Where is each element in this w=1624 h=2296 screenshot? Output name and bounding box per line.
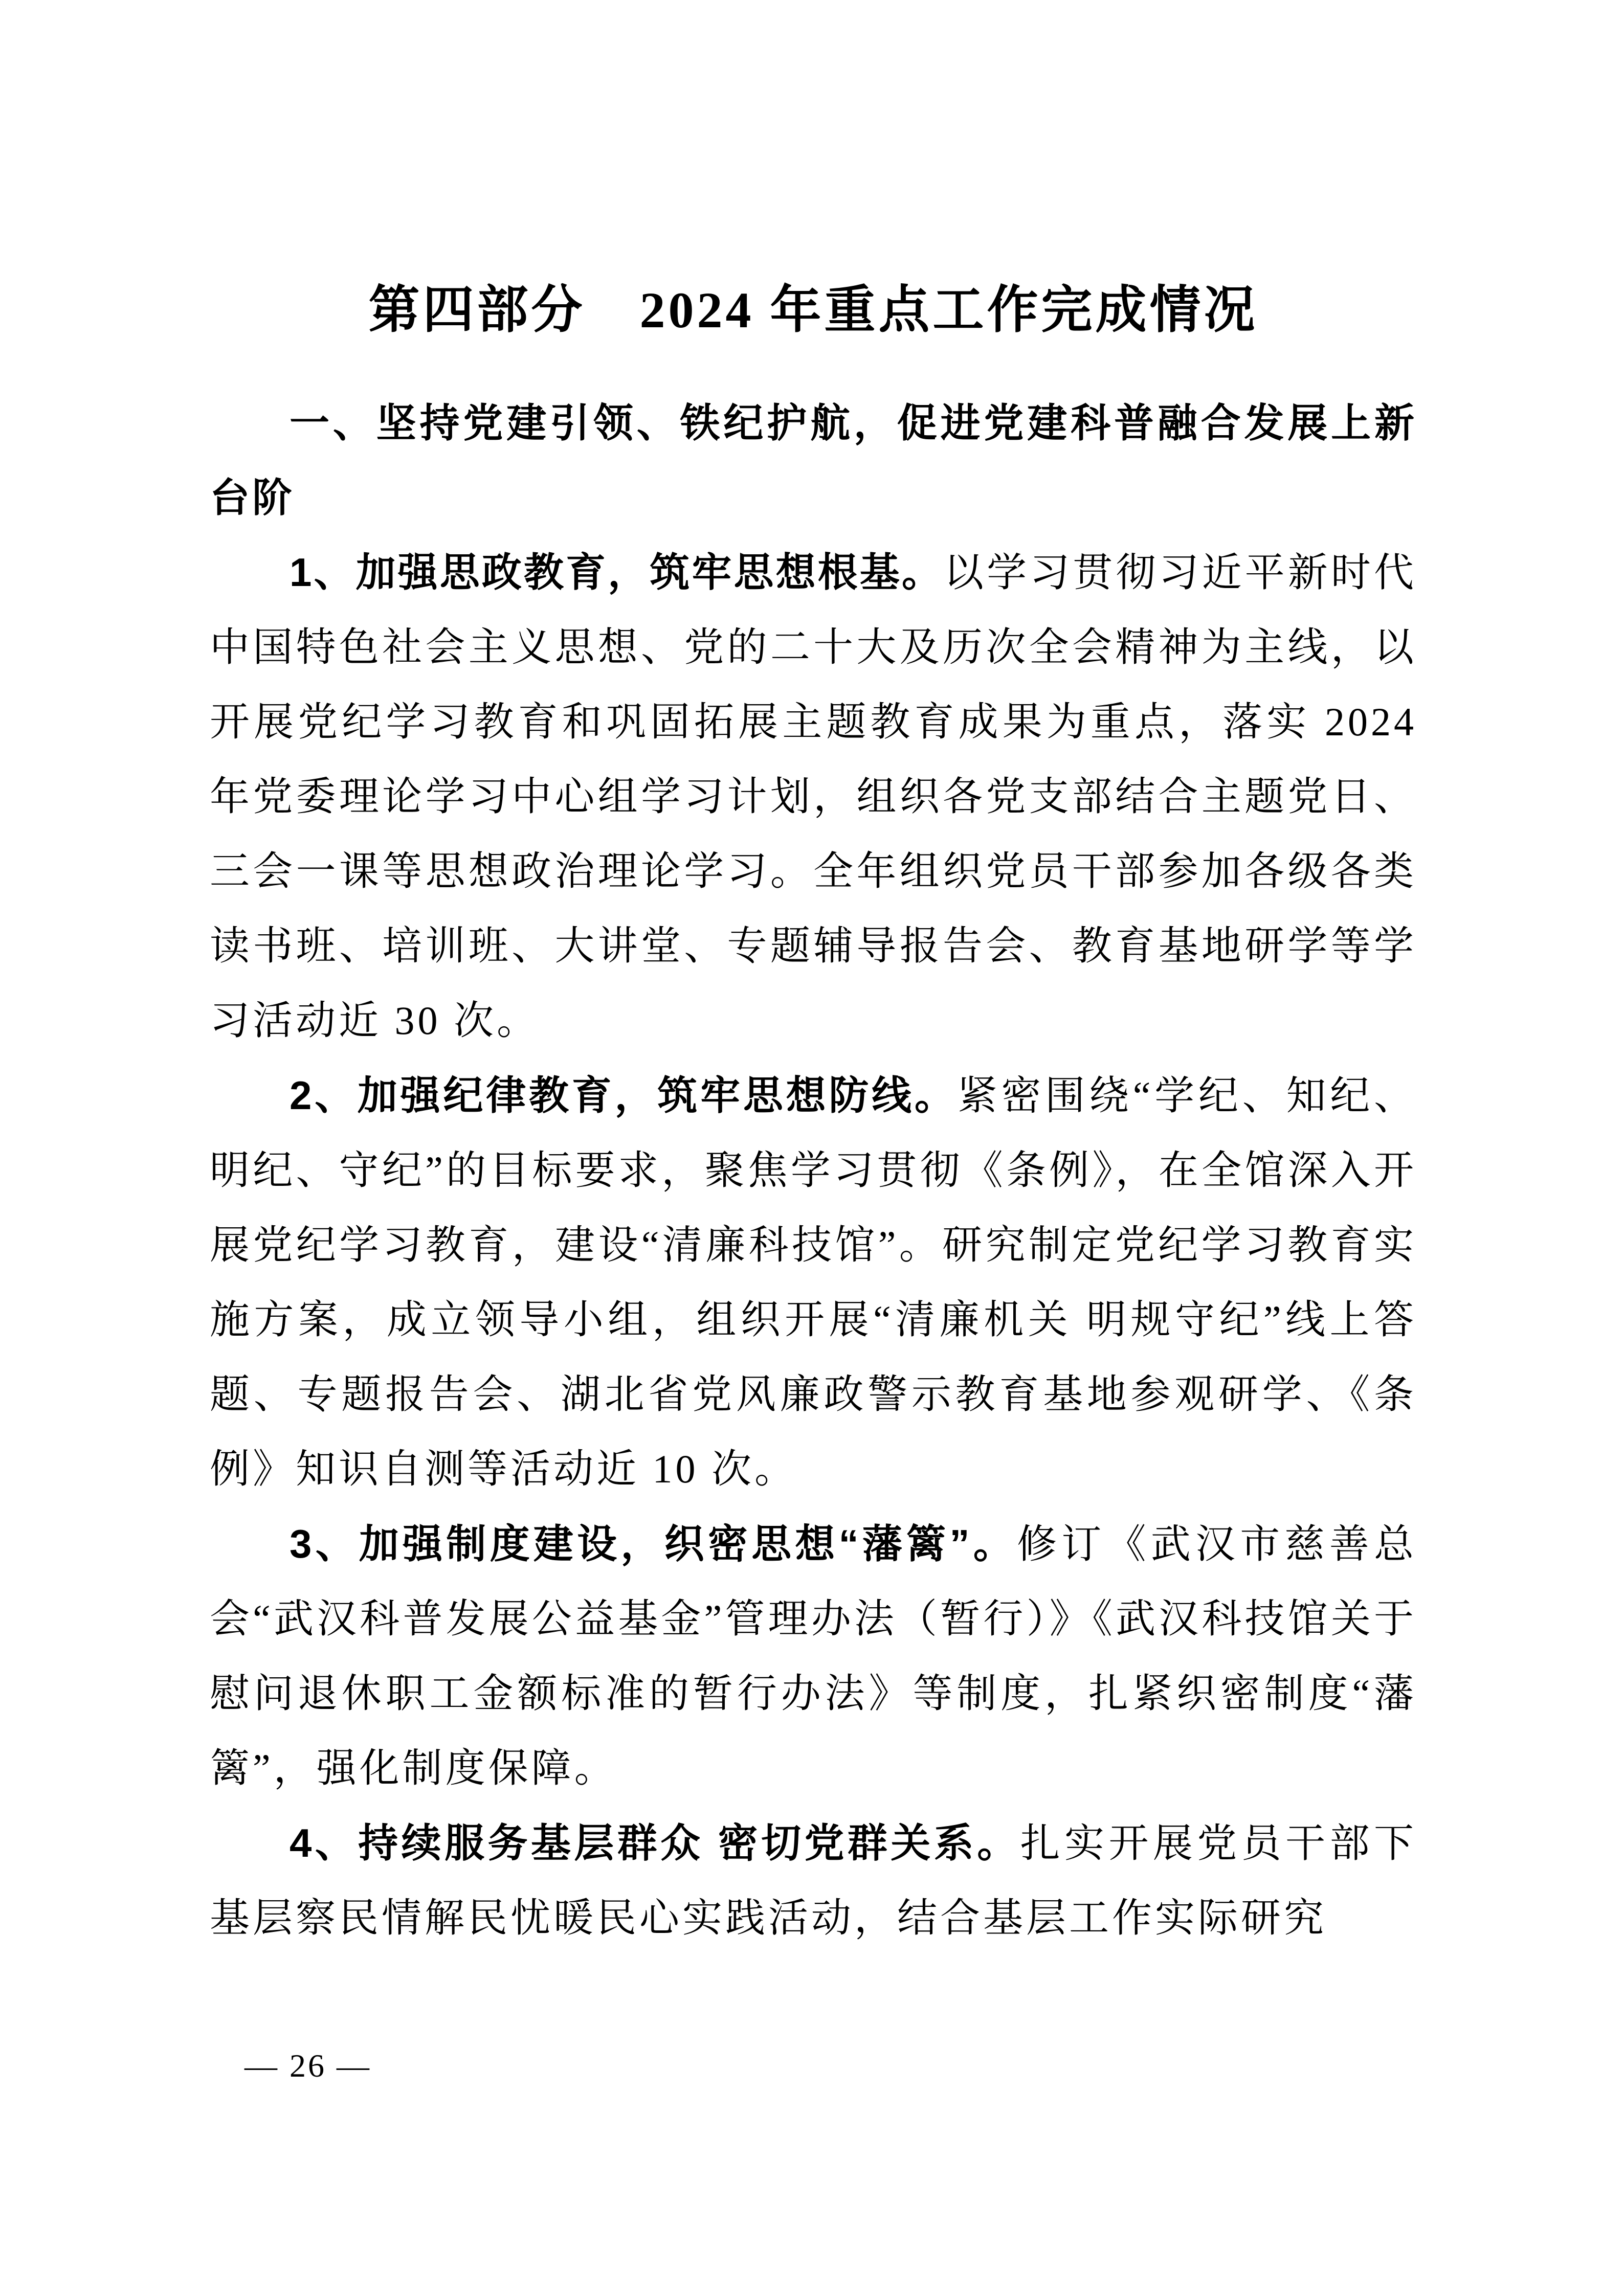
paragraph-2-lead: 2、加强纪律教育，筑牢思想防线。 — [290, 1073, 958, 1118]
page-number: — 26 — — [244, 2047, 371, 2084]
paragraph-3 — [210, 1506, 1417, 1806]
paragraph-1-text: 以学习贯彻习近平新时代中国特色社会主义思想、党的二十大及历次全会精神为主线，以开展党纪学习教育和巩固拓展主题教育成果为重点，落实 2024 年党委理论学习中心组学习计划，组织各党支部结合主题党日、三会一课等思想政治理论学习。全年组织党员干部参加各级各类读书班、培训班、大讲堂、专题辅导报告会、教育基地研学等学习活动近 30 次。 — [210, 550, 1417, 1043]
paragraph-3-lead: 3、加强制度建设，织密思想“藩篱”。 — [290, 1521, 1017, 1566]
paragraph-4 — [210, 1806, 1417, 1955]
page-title: 第四部分 2024 年重点工作完成情况 — [368, 282, 1258, 339]
page-footer — [244, 2045, 371, 2086]
paragraph-1-lead: 1、加强思政教育，筑牢思想根基。 — [290, 550, 944, 595]
paragraph-2-text: 紧密围绕“学纪、知纪、明纪、守纪”的目标要求，聚焦学习贯彻《条例》，在全馆深入开展党纪学习教育，建设“清廉科技馆”。研究制定党纪学习教育实施方案，成立领导小组，组织开展“清廉机关 明规守纪”线上答题、专题报告会、湖北省党风廉政警示教育基地参观研学、《条例》知识自测等活动近 10 次。 — [210, 1073, 1417, 1491]
paragraph-1 — [210, 535, 1417, 1058]
paragraph-3-text: 修订《武汉市慈善总会“武汉科普发展公益基金”管理办法（暂行）》《武汉科技馆关于慰问退休职工金额标准的暂行办法》等制度，扎紧织密制度“藩篱”，强化制度保障。 — [210, 1522, 1417, 1790]
section-heading: 一、坚持党建引领、铁纪护航，促进党建科普融合发展上新台阶 — [210, 400, 1417, 520]
paragraph-4-lead: 4、持续服务基层群众 密切党群关系。 — [290, 1820, 1020, 1865]
paragraph-2 — [210, 1058, 1417, 1506]
paragraph-4-text: 扎实开展党员干部下基层察民情解民忧暖民心实践活动，结合基层工作实际研究 — [210, 1821, 1417, 1940]
